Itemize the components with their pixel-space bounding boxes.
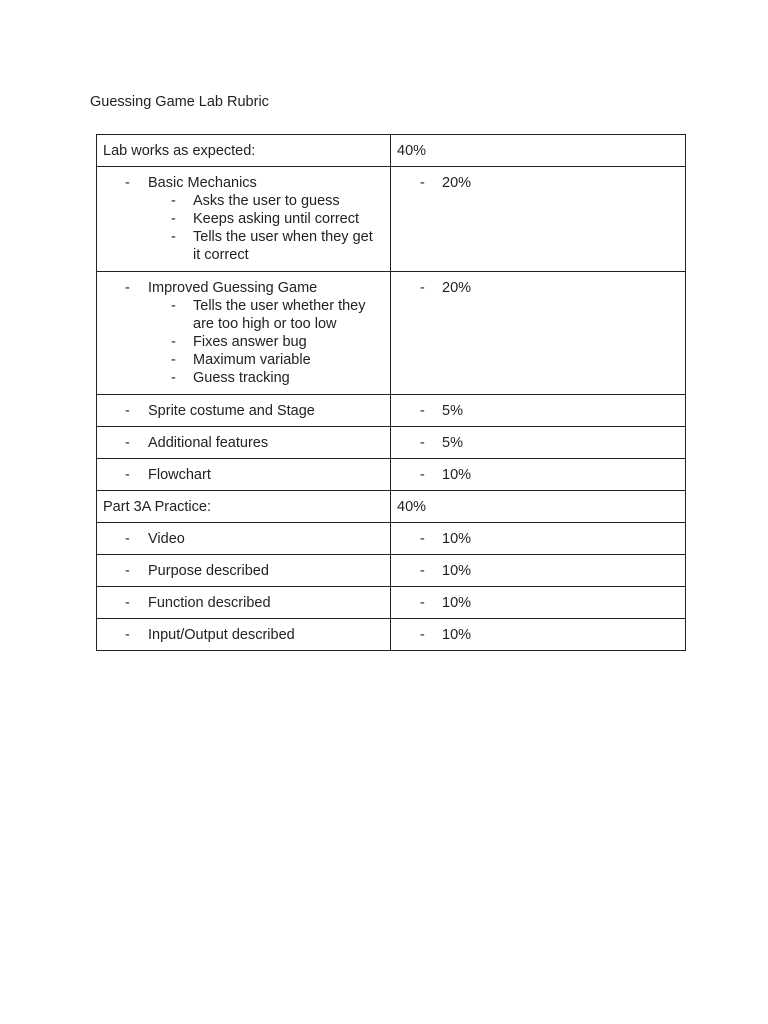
section-percent: 40% xyxy=(397,499,427,515)
criterion-percent xyxy=(397,434,679,452)
dash-bullet: - xyxy=(125,280,130,296)
dash-bullet: - xyxy=(125,531,130,547)
criterion-item xyxy=(103,279,384,297)
sub-criterion xyxy=(103,192,384,210)
dash-bullet: - xyxy=(171,352,176,368)
table-row xyxy=(97,395,686,427)
percent-value: 20% xyxy=(442,280,472,296)
dash-bullet: - xyxy=(420,627,425,643)
table-row xyxy=(97,167,686,272)
criterion-item xyxy=(103,434,384,452)
dash-bullet: - xyxy=(171,193,176,209)
sub-criterion-label: Fixes answer bug xyxy=(193,334,307,350)
criterion-item xyxy=(103,530,384,548)
sub-criteria-list xyxy=(103,192,384,264)
percent-value: 5% xyxy=(442,435,463,451)
criterion-item xyxy=(103,626,384,644)
sub-criterion xyxy=(103,369,384,387)
percent-value: 10% xyxy=(442,531,472,547)
section-heading-row xyxy=(97,135,686,167)
section-heading: Lab works as expected: xyxy=(103,143,256,159)
criterion-percent xyxy=(397,562,679,580)
dash-bullet: - xyxy=(125,563,130,579)
criterion-label: Additional features xyxy=(148,435,269,451)
table-row xyxy=(97,587,686,619)
dash-bullet: - xyxy=(420,280,425,296)
criterion-percent xyxy=(397,279,679,297)
sub-criterion-label: Asks the user to guess xyxy=(193,193,340,209)
dash-bullet: - xyxy=(125,435,130,451)
sub-criterion xyxy=(103,351,384,369)
table-row xyxy=(97,555,686,587)
dash-bullet: - xyxy=(420,563,425,579)
rubric-table xyxy=(96,134,686,651)
sub-criterion-label: Keeps asking until correct xyxy=(193,211,360,227)
criterion-label: Improved Guessing Game xyxy=(148,280,318,296)
criterion-percent xyxy=(397,174,679,192)
dash-bullet: - xyxy=(125,627,130,643)
criterion-percent xyxy=(397,466,679,484)
criterion-label: Flowchart xyxy=(148,467,211,483)
criterion-percent xyxy=(397,626,679,644)
sub-criterion xyxy=(103,210,384,228)
sub-criterion-label: Tells the user whether they are too high or too low xyxy=(193,298,366,332)
dash-bullet: - xyxy=(420,467,425,483)
criterion-label: Sprite costume and Stage xyxy=(148,403,315,419)
criterion-label: Purpose described xyxy=(148,563,269,579)
dash-bullet: - xyxy=(171,334,176,350)
percent-value: 10% xyxy=(442,627,472,643)
criterion-item xyxy=(103,174,384,192)
sub-criterion xyxy=(103,228,384,264)
table-row xyxy=(97,427,686,459)
section-heading-row xyxy=(97,491,686,523)
dash-bullet: - xyxy=(125,403,130,419)
percent-value: 5% xyxy=(442,403,463,419)
criterion-label: Video xyxy=(148,531,185,547)
table-row xyxy=(97,619,686,651)
percent-value: 20% xyxy=(442,175,472,191)
dash-bullet: - xyxy=(125,595,130,611)
dash-bullet: - xyxy=(420,175,425,191)
dash-bullet: - xyxy=(171,211,176,227)
dash-bullet: - xyxy=(420,595,425,611)
table-row xyxy=(97,523,686,555)
criterion-item xyxy=(103,402,384,420)
criterion-label: Input/Output described xyxy=(148,627,295,643)
page-title: Guessing Game Lab Rubric xyxy=(90,94,269,110)
criterion-label: Function described xyxy=(148,595,271,611)
sub-criterion-label: Tells the user when they get it correct xyxy=(193,229,373,263)
criterion-item xyxy=(103,562,384,580)
sub-criterion-label: Maximum variable xyxy=(193,352,311,368)
criterion-percent xyxy=(397,594,679,612)
dash-bullet: - xyxy=(171,298,176,314)
percent-value: 10% xyxy=(442,595,472,611)
dash-bullet: - xyxy=(171,229,176,245)
sub-criteria-list xyxy=(103,297,384,387)
criterion-item xyxy=(103,594,384,612)
dash-bullet: - xyxy=(420,435,425,451)
criterion-percent xyxy=(397,530,679,548)
table-row xyxy=(97,272,686,395)
criterion-label: Basic Mechanics xyxy=(148,175,257,191)
sub-criterion xyxy=(103,297,384,333)
dash-bullet: - xyxy=(420,403,425,419)
criterion-percent xyxy=(397,402,679,420)
criterion-item xyxy=(103,466,384,484)
dash-bullet: - xyxy=(125,175,130,191)
dash-bullet: - xyxy=(171,370,176,386)
section-heading: Part 3A Practice: xyxy=(103,499,211,515)
sub-criterion-label: Guess tracking xyxy=(193,370,290,386)
dash-bullet: - xyxy=(125,467,130,483)
percent-value: 10% xyxy=(442,467,472,483)
sub-criterion xyxy=(103,333,384,351)
section-percent: 40% xyxy=(397,143,427,159)
percent-value: 10% xyxy=(442,563,472,579)
dash-bullet: - xyxy=(420,531,425,547)
table-row xyxy=(97,459,686,491)
